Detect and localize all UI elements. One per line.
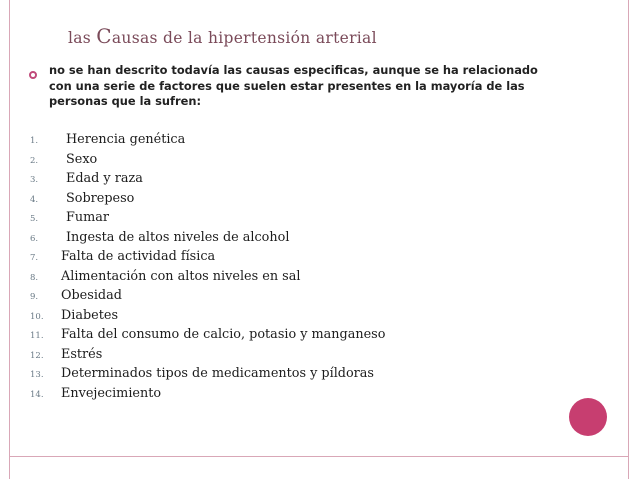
list-number: 10. (30, 311, 44, 322)
slide-title (68, 24, 377, 48)
list-number: 8. (30, 272, 39, 283)
list-number: 9. (30, 292, 39, 302)
list-number: 11. (30, 331, 44, 341)
list-number: 1. (30, 136, 39, 146)
list-text: Estrés (61, 346, 103, 362)
list-text: Alimentación con altos niveles en sal (61, 268, 301, 284)
list-item (0, 386, 470, 406)
list-number: 6. (30, 233, 39, 244)
list-item (0, 366, 470, 386)
list-text: Edad y raza (66, 171, 143, 186)
list-item (0, 191, 470, 211)
list-item (0, 288, 470, 308)
intro-paragraph (49, 63, 634, 110)
list-number: 3. (30, 175, 39, 185)
list-text: Obesidad (61, 288, 122, 303)
list-number: 13. (30, 370, 44, 380)
list-text: Sobrepeso (66, 190, 135, 206)
list-item (0, 152, 470, 172)
list-item (0, 347, 470, 367)
list-number: 5. (30, 214, 39, 224)
bottom-border-line (9, 456, 629, 457)
list-item (0, 210, 470, 230)
list-item (0, 132, 470, 152)
list-item (0, 171, 470, 191)
list-item (0, 327, 470, 347)
list-text: Sexo (66, 151, 98, 167)
ring-bullet-icon (29, 71, 37, 79)
list-text: Ingesta de altos niveles de alcohol (66, 229, 290, 245)
title-rest: ausas de la hipertensión arterial (111, 29, 377, 47)
intro-line-3: personas que la sufren: (49, 94, 202, 108)
list-text: Falta del consumo de calcio, potasio y manganeso (61, 327, 386, 342)
list-text: Envejecimiento (61, 385, 162, 401)
accent-circle-icon (569, 398, 607, 436)
list-item (0, 230, 470, 250)
list-number: 12. (30, 350, 44, 361)
list-number: 7. (30, 253, 39, 263)
list-number: 14. (30, 389, 44, 400)
list-item (0, 308, 470, 328)
intro-line-2: con una serie de factores que suelen estar presentes en la mayoría de las (49, 78, 525, 93)
title-capital: C (96, 24, 112, 48)
list-number: 4. (30, 194, 39, 205)
list-text: Diabetes (61, 307, 119, 323)
list-text: Falta de actividad física (61, 249, 216, 264)
list-text: Fumar (66, 210, 110, 225)
list-text: Determinados tipos de medicamentos y píldoras (61, 366, 374, 381)
list-text: Herencia genética (66, 132, 186, 147)
list-number: 2. (30, 155, 39, 166)
intro-line-1: no se han descrito todavía las causas especificas, aunque se ha relacionado (49, 63, 538, 77)
causes-list (0, 132, 470, 405)
list-item (0, 269, 470, 289)
title-prefix: las (68, 29, 97, 47)
list-item (0, 249, 470, 269)
